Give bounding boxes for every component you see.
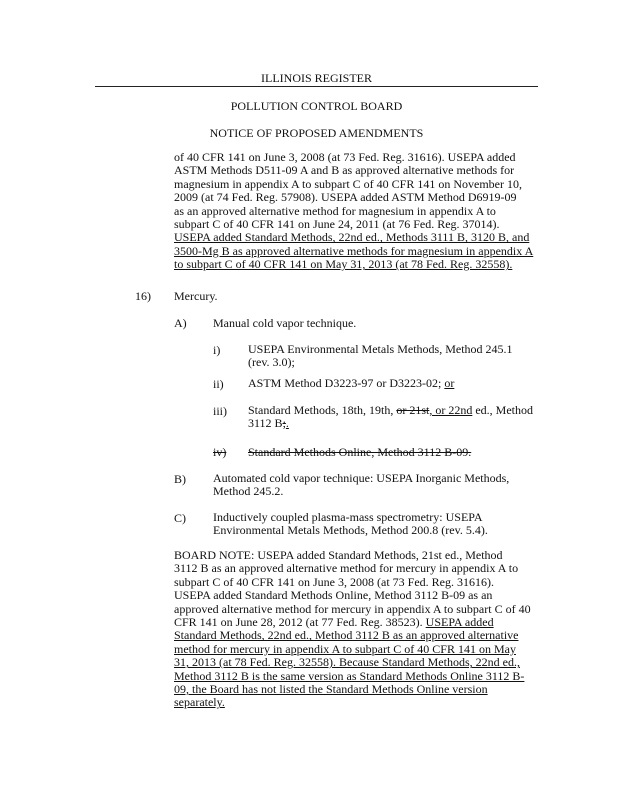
added-text: . bbox=[285, 416, 289, 431]
method-line bbox=[248, 417, 553, 430]
roman-number: i) bbox=[213, 343, 221, 357]
sub-letter: B) bbox=[174, 472, 186, 486]
method-line: USEPA Environmental Metals Methods, Method 245.1 bbox=[248, 342, 513, 356]
note-added-line: separately. bbox=[174, 695, 225, 710]
intro-paragraph bbox=[174, 151, 554, 272]
item-number: 16) bbox=[135, 289, 151, 303]
item-title: Mercury. bbox=[174, 289, 218, 303]
notice-title: NOTICE OF PROPOSED AMENDMENTS bbox=[209, 126, 424, 140]
intro-line: of 40 CFR 141 on June 3, 2008 (at 73 Fed. Reg. 31616). USEPA added bbox=[174, 150, 516, 164]
added-text: or bbox=[444, 376, 455, 390]
method-entry bbox=[248, 377, 548, 390]
note-line: subpart C of 40 CFR 141 on June 3, 2008 (at 73 Fed. Reg. 31616). bbox=[174, 574, 494, 589]
deleted-text: ; bbox=[282, 416, 286, 431]
note-added-line: Standard Methods, 22nd ed., Method 3112 B as an approved alternative bbox=[174, 628, 519, 643]
method-line: (rev. 3.0); bbox=[248, 355, 295, 370]
note-line: BOARD NOTE: USEPA added Standard Methods, 21st ed., Method bbox=[174, 548, 503, 562]
method-text: 3112 B bbox=[248, 416, 283, 431]
roman-number: iv) bbox=[213, 445, 227, 459]
sub-letter: C) bbox=[174, 511, 186, 525]
intro-line: ASTM Methods D511-09 A and B as approved alternative methods for bbox=[174, 163, 515, 178]
method-entry bbox=[213, 511, 533, 538]
note-line: 3112 B as an approved alternative method for mercury in appendix A to bbox=[174, 561, 519, 576]
method-text: ASTM Method D3223-97 or D3223-02; bbox=[248, 376, 445, 390]
method-line bbox=[248, 404, 553, 417]
method-text: Standard Methods, 18th, 19th, bbox=[248, 403, 397, 417]
roman-number: ii) bbox=[213, 377, 224, 391]
method-line: Inductively coupled plasma-mass spectrometry: USEPA bbox=[213, 510, 483, 524]
sub-letter: A) bbox=[174, 316, 187, 330]
note-line: approved alternative method for mercury in appendix A to subpart C of 40 bbox=[174, 601, 531, 616]
note-added-line: 31, 2013 (at 78 Fed. Reg. 32558). Because Standard Methods, 22nd ed., bbox=[174, 655, 520, 670]
intro-line: magnesium in appendix A to subpart C of 40 CFR 141 on November 10, bbox=[174, 176, 522, 191]
added-text: , or 22nd bbox=[429, 403, 473, 417]
note-line: USEPA added Standard Methods Online, Method 3112 B-09 as an bbox=[174, 588, 493, 603]
method-entry bbox=[248, 404, 553, 431]
roman-number: iii) bbox=[213, 404, 227, 418]
register-title: ILLINOIS REGISTER bbox=[261, 71, 372, 85]
method-line: Method 245.2. bbox=[213, 484, 284, 499]
note-text: CFR 141 on June 28, 2012 (at 77 Fed. Reg. 38523). bbox=[174, 615, 426, 630]
deleted-text: or 21st bbox=[396, 403, 430, 417]
intro-added-line: USEPA added Standard Methods, 22nd ed., Methods 3111 B, 3120 B, and bbox=[174, 230, 530, 245]
method-line: Environmental Metals Methods, Method 200.8 (rev. 5.4). bbox=[213, 523, 488, 538]
method-line: Automated cold vapor technique: USEPA Inorganic Methods, bbox=[213, 471, 510, 485]
method-text: ed., Method bbox=[472, 403, 533, 417]
note-added-line: 09, the Board has not listed the Standard Methods Online version bbox=[174, 682, 488, 697]
sub-title: Manual cold vapor technique. bbox=[213, 316, 357, 330]
method-entry bbox=[213, 472, 533, 499]
intro-added-line: 3500-Mg B as approved alternative methods for magnesium in appendix A bbox=[174, 243, 534, 258]
intro-line: as an approved alternative method for magnesium in appendix A to bbox=[174, 203, 496, 218]
note-line bbox=[174, 616, 554, 629]
note-added-line: Method 3112 B is the same version as Standard Methods Online 3112 B- bbox=[174, 668, 525, 683]
note-added-line: method for mercury in appendix A to subpart C of 40 CFR 141 on May bbox=[174, 641, 516, 656]
added-text: USEPA added bbox=[425, 615, 494, 630]
header-rule bbox=[95, 86, 538, 87]
board-name: POLLUTION CONTROL BOARD bbox=[230, 99, 403, 113]
intro-line: subpart C of 40 CFR 141 on June 24, 2011 (at 76 Fed. Reg. 37014). bbox=[174, 217, 500, 232]
method-entry bbox=[248, 343, 548, 370]
intro-added-line: to subpart C of 40 CFR 141 on May 31, 2013 (at 78 Fed. Reg. 32558). bbox=[174, 257, 513, 272]
intro-line: 2009 (at 74 Fed. Reg. 57908). USEPA added ASTM Method D6919-09 bbox=[174, 190, 517, 205]
deleted-method: Standard Methods Online, Method 3112 B-09. bbox=[248, 445, 472, 459]
board-note bbox=[174, 549, 554, 710]
